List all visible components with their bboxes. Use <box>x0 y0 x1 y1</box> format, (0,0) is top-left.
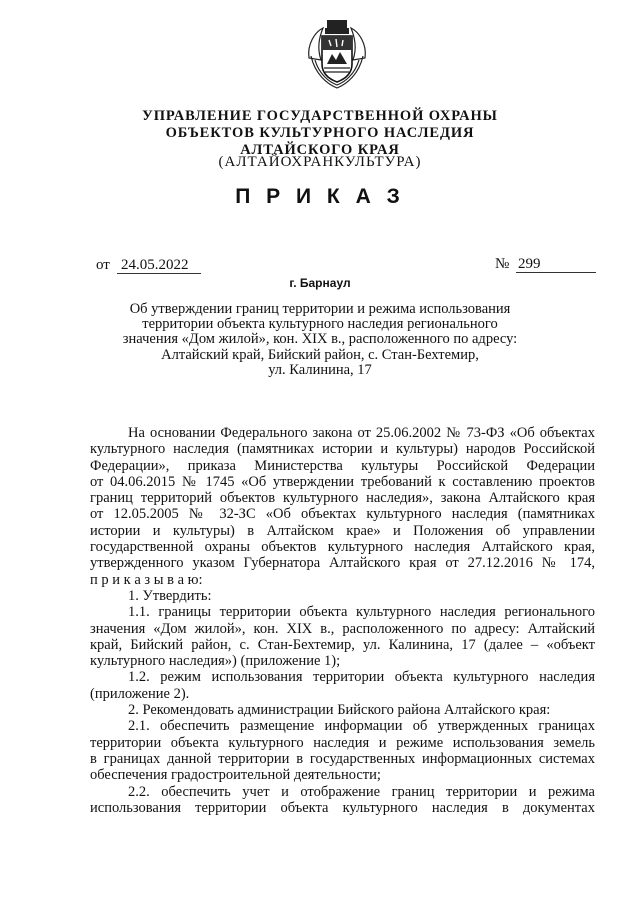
document-city: г. Барнаул <box>289 276 351 290</box>
body-line: истории и культуры) в Алтайском крае» и Положения об управлении <box>90 522 595 539</box>
org-name-line-1: УПРАВЛЕНИЕ ГОСУДАРСТВЕННОЙ ОХРАНЫ <box>142 108 498 124</box>
order-subject <box>100 302 540 378</box>
subject-line: Алтайский край, Бийский район, с. Стан-Бехтемир, <box>161 346 479 363</box>
body-line: 2. Рекомендовать администрации Бийского района Алтайского края: <box>128 702 551 719</box>
body-line: территории объекта культурного наследия и режиме использования земель <box>90 734 595 751</box>
document-number: 299 <box>516 256 596 273</box>
subject-line: значения «Дом жилой», кон. XIX в., расположенного по адресу: <box>122 331 518 348</box>
body-line: культурного наследия») (приложение 1); <box>90 653 341 670</box>
body-line: обеспечения градостроительной деятельности; <box>90 767 381 784</box>
subject-line: территории объекта культурного наследия регионального <box>142 316 498 333</box>
body-line: от 12.05.2005 № 32-ЗС «Об объектах культурного наследия (памятниках <box>90 506 595 523</box>
body-line: использования территории объекта культурного наследия в документах <box>90 799 595 816</box>
subject-line: Об утверждении границ территории и режима использования <box>129 301 511 317</box>
body-line: п р и к а з ы в а ю: <box>90 571 203 588</box>
order-body-text <box>90 425 595 816</box>
body-line: государственной охраны объектов культурного наследия Алтайского края, <box>90 539 595 556</box>
number-prefix: № <box>495 256 510 272</box>
body-line: границ территорий объектов культурного наследия», закона Алтайского края <box>90 490 595 507</box>
body-line: Федерации», приказа Министерства культуры Российской Федерации <box>90 457 595 474</box>
body-line: (приложение 2). <box>90 685 190 702</box>
org-name-line-3: АЛТАЙСКОГО КРАЯ <box>240 142 400 158</box>
document-date: 24.05.2022 <box>117 257 201 274</box>
document-type-title: П Р И К А З <box>235 185 405 208</box>
body-line: от 04.06.2015 № 1745 «Об утверждении требований к составлению проектов <box>90 473 595 490</box>
date-prefix: от <box>96 257 110 273</box>
body-line: На основании Федерального закона от 25.06.2002 № 73-ФЗ «Об объектах <box>128 425 595 441</box>
org-short-name: (АЛТАЙОХРАНКУЛЬТУРА) <box>218 154 422 170</box>
altai-coat-of-arms-emblem <box>301 16 373 92</box>
body-line: в границах данной территории в государственных информационных системах <box>90 750 595 767</box>
body-line: культурного наследия (памятниках истории и культуры) народов Российской <box>90 441 595 458</box>
org-name-line-2: ОБЪЕКТОВ КУЛЬТУРНОГО НАСЛЕДИЯ <box>165 125 475 141</box>
body-line: значения «Дом жилой», кон. XIX в., расположенного по адресу: Алтайский <box>90 620 595 637</box>
body-line: 1.1. границы территории объекта культурного наследия регионального <box>128 604 595 621</box>
body-line: 2.2. обеспечить учет и отображение границ территории и режима <box>128 783 595 800</box>
subject-line: ул. Калинина, 17 <box>268 361 372 378</box>
body-line: 2.1. обеспечить размещение информации об утвержденных границах <box>128 718 595 735</box>
body-line: утвержденного указом Губернатора Алтайского края от 27.12.2016 № 174, <box>90 555 595 572</box>
body-line: 1.2. режим использования территории объекта культурного наследия <box>128 669 595 686</box>
body-line: 1. Утвердить: <box>128 587 212 604</box>
body-line: край, Бийский район, с. Стан-Бехтемир, ул. Калинина, 17 (далее – «объект <box>90 636 595 653</box>
